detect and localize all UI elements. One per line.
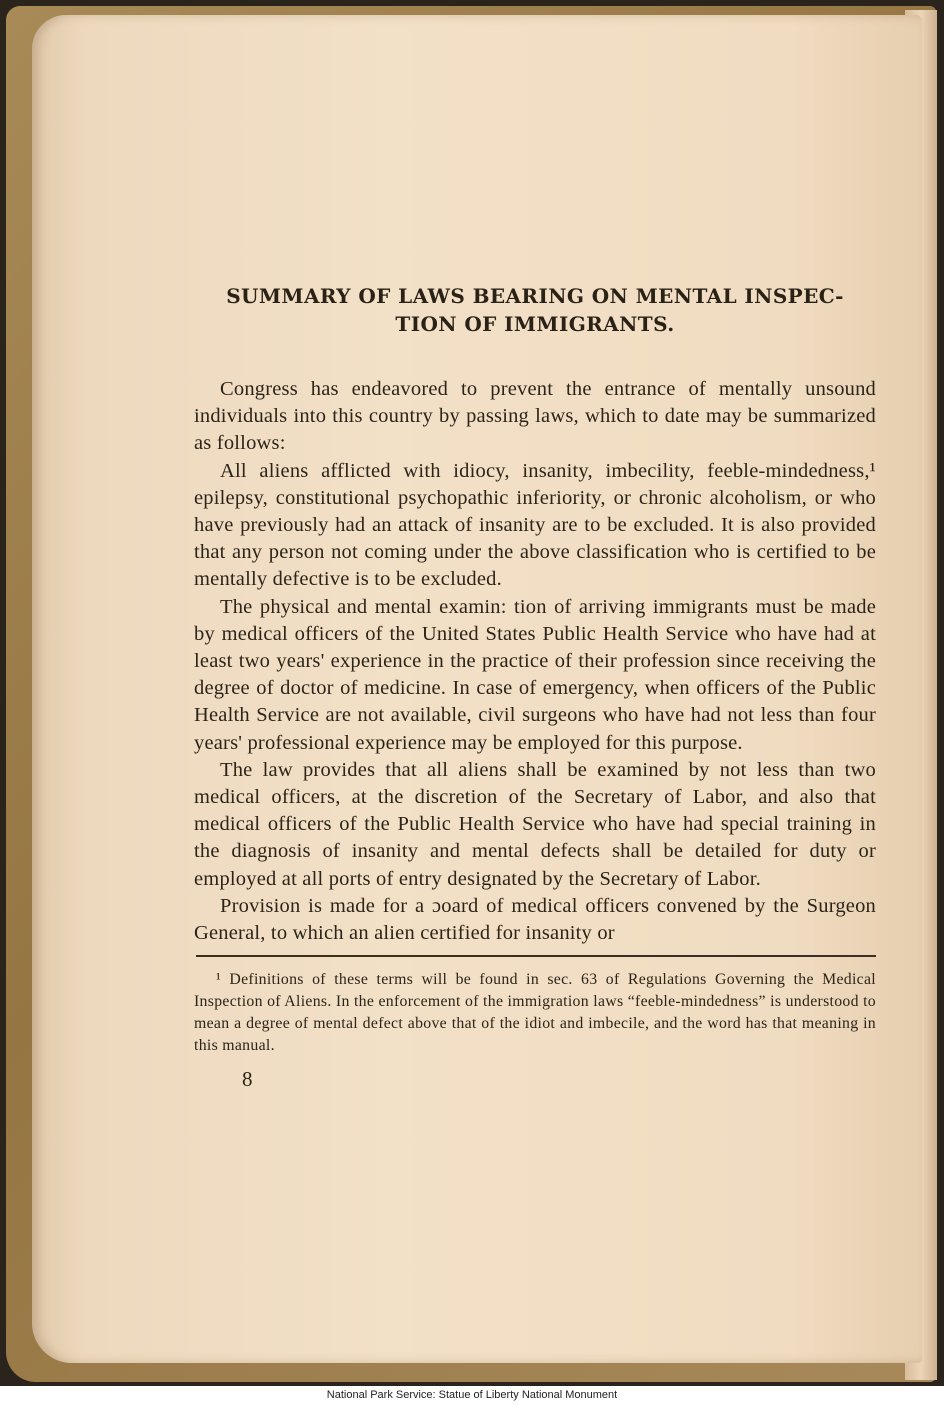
- paragraph-intro: Congress has endeavored to prevent the entrance of mentally unsound individuals into this country by passing laws, which to date may be summarized as follows:: [194, 378, 876, 455]
- page-number: 8: [242, 1067, 253, 1092]
- paragraph-exclusions: All aliens afflicted with idiocy, insanity, imbecility, feeble-mindedness,¹ epilepsy, constitutional psychopathic inferiority, or chronic alcoholism, or who have previously had an attack of insanity are to be excluded. It is also provided that any person not coming under the above classification who is certified to be mentally defective is to be excluded.: [194, 459, 876, 591]
- paragraph-law-provisions: The law provides that all aliens shall be examined by not less than two medical officers, at the discretion of the Secretary of Labor, and also that medical officers of the Public Health Service who have had special training in the diagnosis of insanity and mental defects shall be detailed for duty or employed at all ports of entry designated by the Secretary of Labor.: [194, 758, 876, 890]
- image-credit: National Park Service: Statue of Liberty National Monument: [0, 1386, 944, 1405]
- paragraph-board: Provision is made for a ɔoard of medical officers convened by the Surgeon General, to which an alien certified for insanity or: [194, 894, 876, 945]
- page-title: [194, 282, 876, 338]
- page-content: [194, 282, 876, 1092]
- title-line-1: SUMMARY OF LAWS BEARING ON MENTAL INSPEC-: [226, 284, 844, 308]
- footnote: ¹ Definitions of these terms will be found in sec. 63 of Regulations Governing the Medical Inspection of Aliens. In the enforcement of the immigration laws “feeble-mindedness” is understood to mean a degree of mental defect above that of the idiot and imbecile, and the word has that meaning in this manual.: [194, 971, 876, 1055]
- title-line-2: TION OF IMMIGRANTS.: [395, 312, 675, 336]
- footnote-divider: [196, 955, 876, 957]
- paragraph-examination: The physical and mental examin: tion of arriving immigrants must be made by medical officers of the United States Public Health Service who have had at least two years' experience in the practice of their profession since receiving the degree of doctor of medicine. In case of emergency, when officers of the Public Health Service are not available, civil surgeons who have had not less than four years' professional experience may be employed for this purpose.: [194, 595, 876, 754]
